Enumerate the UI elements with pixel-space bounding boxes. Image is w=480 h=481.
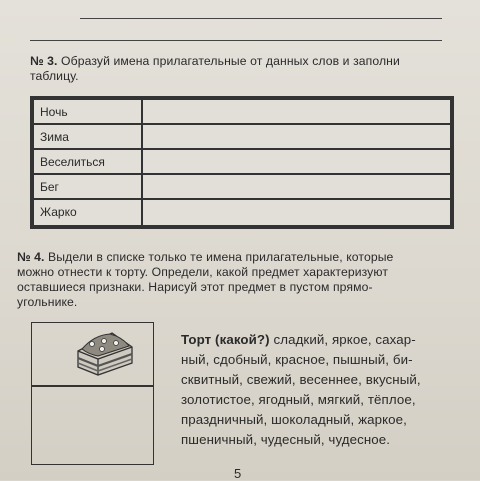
word-list-line[interactable]: ный, сдобный, красное, пышный, би- bbox=[181, 352, 413, 367]
task-4-text-line-4: угольнике. bbox=[17, 295, 78, 309]
table-word: Ночь bbox=[40, 105, 68, 119]
word-list-line[interactable]: сладкий, яркое, сахар- bbox=[273, 332, 416, 347]
table-row[interactable] bbox=[34, 150, 450, 175]
table-row[interactable] bbox=[34, 200, 450, 223]
task-3-text-line-1: Образуй имена прилагательные от данных слов и заполни bbox=[61, 54, 400, 68]
topic-label: Торт (какой?) bbox=[181, 332, 270, 347]
empty-drawing-box[interactable] bbox=[32, 387, 153, 463]
page-number: 5 bbox=[234, 466, 242, 481]
task-3-number: № 3. bbox=[30, 54, 58, 68]
task-4-text-line-3: оставшиеся признаки. Нарисуй этот предмет в пустом прямо- bbox=[17, 280, 373, 294]
task-4-number: № 4. bbox=[17, 250, 45, 264]
adjective-table bbox=[30, 96, 454, 229]
table-row[interactable] bbox=[34, 175, 450, 200]
word-list-line[interactable]: сквитный, свежий, весеннее, вкусный, bbox=[181, 372, 421, 387]
answer-line-1 bbox=[80, 18, 442, 19]
table-word: Веселиться bbox=[40, 155, 105, 169]
word-list-line[interactable]: золотистое, ягодный, мягкий, тёплое, bbox=[181, 392, 416, 407]
table-row[interactable] bbox=[34, 125, 450, 150]
table-word: Бег bbox=[40, 180, 59, 194]
adjective-word-list bbox=[181, 330, 471, 450]
drawing-boxes bbox=[31, 322, 154, 465]
table-word: Зима bbox=[40, 130, 69, 144]
task-4-text-line-2: можно отнести к торту. Определи, какой предмет характеризуют bbox=[17, 265, 389, 279]
task-3-text-line-2: таблицу. bbox=[30, 69, 79, 83]
answer-line-2 bbox=[30, 40, 442, 41]
word-list-line[interactable]: пшеничный, чудесный, чудесное. bbox=[181, 432, 391, 447]
task-3-instructions bbox=[30, 54, 470, 84]
task-4-text-line-1: Выдели в списке только те имена прилагательные, которые bbox=[48, 250, 394, 264]
task-4-instructions bbox=[17, 250, 467, 310]
cake-icon bbox=[74, 329, 136, 379]
word-list-line[interactable]: праздничный, шоколадный, жаркое, bbox=[181, 412, 407, 427]
table-word: Жарко bbox=[40, 205, 77, 219]
table-row[interactable] bbox=[34, 100, 450, 125]
